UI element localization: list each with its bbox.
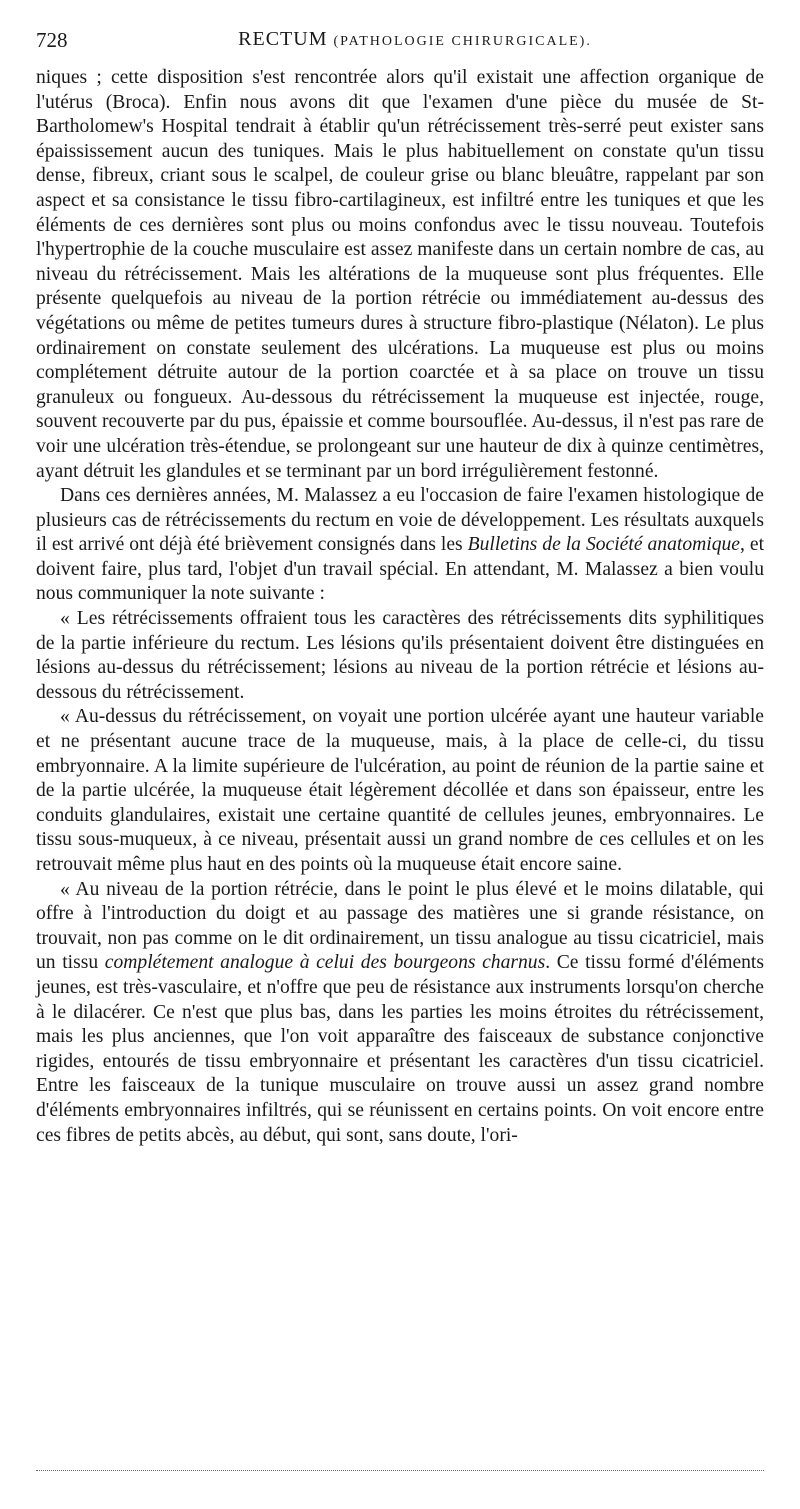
running-title-main: RECTUM bbox=[238, 28, 328, 50]
paragraph-text: . Ce tissu formé d'éléments jeunes, est très-vasculaire, et n'offre que peu de résistance aux instruments lorsqu'on cherche à le dilacérer. Ce n'est que plus bas, dans les parties les moins étroites du rétrécissement, mais les plus anciennes, que l'on voit apparaître des faisceaux de substance conjonctive rigides, entourés de tissu embryonnaire et présentant les caractères d'un tissu cicatriciel. Entre les faisceaux de la tunique musculaire on trouve aussi un assez grand nombre d'éléments embryonnaires infiltrés, qui se réunissent en certains points. On voit encore entre ces fibres de petits abcès, au début, qui sont, sans doute, l'ori- bbox=[36, 952, 765, 1146]
paragraph-quote-level bbox=[36, 878, 764, 1149]
paragraph-malassez-intro bbox=[36, 484, 764, 607]
emphasized-text: complétement analogue à celui des bourgeons charnus bbox=[104, 952, 546, 974]
paragraph-continuation: niques ; cette disposition s'est rencontrée alors qu'il existait une affection organique de l'utérus (Broca). Enfin nous avons dit que l'examen d'une pièce du musée de St-Bartholomew's Hospital tendrait à établir qu'un rétrécissement très-serré peut exister sans épaississement aucun des tuniques. Mais le plus habituellement on constate qu'un tissu dense, fibreux, criant sous le scalpel, de couleur grise ou blanc bleuâtre, rappelant par son aspect et sa consistance le tissu fibro-cartilagineux, est infiltré entre les tuniques et que les éléments de ces dernières sont plus ou moins confondus avec le tissu nouveau. Toutefois l'hypertrophie de la couche musculaire est assez manifeste dans un certain nombre de cas, au niveau du rétrécissement. Mais les altérations de la muqueuse sont plus fréquentes. Elle présente quelquefois au niveau de la portion rétrécie ou immédiatement au-dessus des végétations ou même de petites tumeurs dures à structure fibro-plastique (Nélaton). Le plus ordinairement on constate seulement des ulcérations. La muqueuse est plus ou moins complétement détruite autour de la portion coarctée et à sa place on trouve un tissu granuleux ou fongueux. Au-dessous du rétrécissement la muqueuse est injectée, rouge, souvent recouverte par du pus, épaissie et comme boursouflée. Au-dessus, il n'est pas rare de voir une ulcération très-étendue, se prolongeant sur une hauteur de dix à quinze centimètres, ayant détruit les glandules et se terminant par un bord irrégulièrement festonné. bbox=[36, 67, 764, 482]
citation-title: Bulletins de la Société anatomique bbox=[467, 534, 740, 556]
paragraph-text: Dans ces dernières années, M. Malassez a eu l'occasion de faire l'examen histologique de plusieurs cas de rétrécissements du rectum en voie de développement. Les résultats auxquels il est arrivé ont déjà été brièvement consignés dans les bbox=[36, 485, 764, 556]
running-title-subtitle: (PATHOLOGIE CHIRURGICALE). bbox=[333, 34, 592, 49]
page-body bbox=[36, 66, 764, 1148]
bottom-rule bbox=[36, 1470, 764, 1471]
paragraph-text: « Au niveau de la portion rétrécie, dans le point le plus élevé et le moins dilatable, qui offre à l'introduction du doigt et au passage des matières une si grande résistance, on trouvait, non pas comme on le dit ordinairement, un tissu analogue au tissu cicatriciel, mais un tissu bbox=[36, 878, 764, 974]
running-header bbox=[36, 28, 764, 56]
paragraph-text: , et doivent faire, plus tard, l'objet d'un travail spécial. En attendant, M. Malassez a bien voulu nous communiquer la note suivante : bbox=[36, 534, 765, 605]
paragraph-quote-above: « Au-dessus du rétrécissement, on voyait une portion ulcérée ayant une hauteur variable et ne présentant aucune trace de la muqueuse, mais, à la place de celle-ci, du tissu embryonnaire. A la limite supérieure de l'ulcération, au point de réunion de la partie saine et de la partie ulcérée, la muqueuse était légèrement décollée et dans son épaisseur, entre les conduits glandulaires, existait une certaine quantité de cellules jeunes, embryonnaires. Le tissu sous-muqueux, à ce niveau, présentait aussi un grand nombre de ces cellules et on les retrouvait même plus haut en des points où la muqueuse était encore saine. bbox=[36, 706, 764, 875]
running-title bbox=[36, 28, 764, 51]
page-number: 728 bbox=[36, 28, 68, 52]
paragraph-quote-lesions: « Les rétrécissements offraient tous les caractères des rétrécissements dits syphilitiques de la partie inférieure du rectum. Les lésions qu'ils présentaient doivent être distinguées en lésions au-dessus du rétrécissement; lésions au niveau de la portion rétrécie et lésions au-dessous du rétrécissement. bbox=[36, 608, 764, 703]
